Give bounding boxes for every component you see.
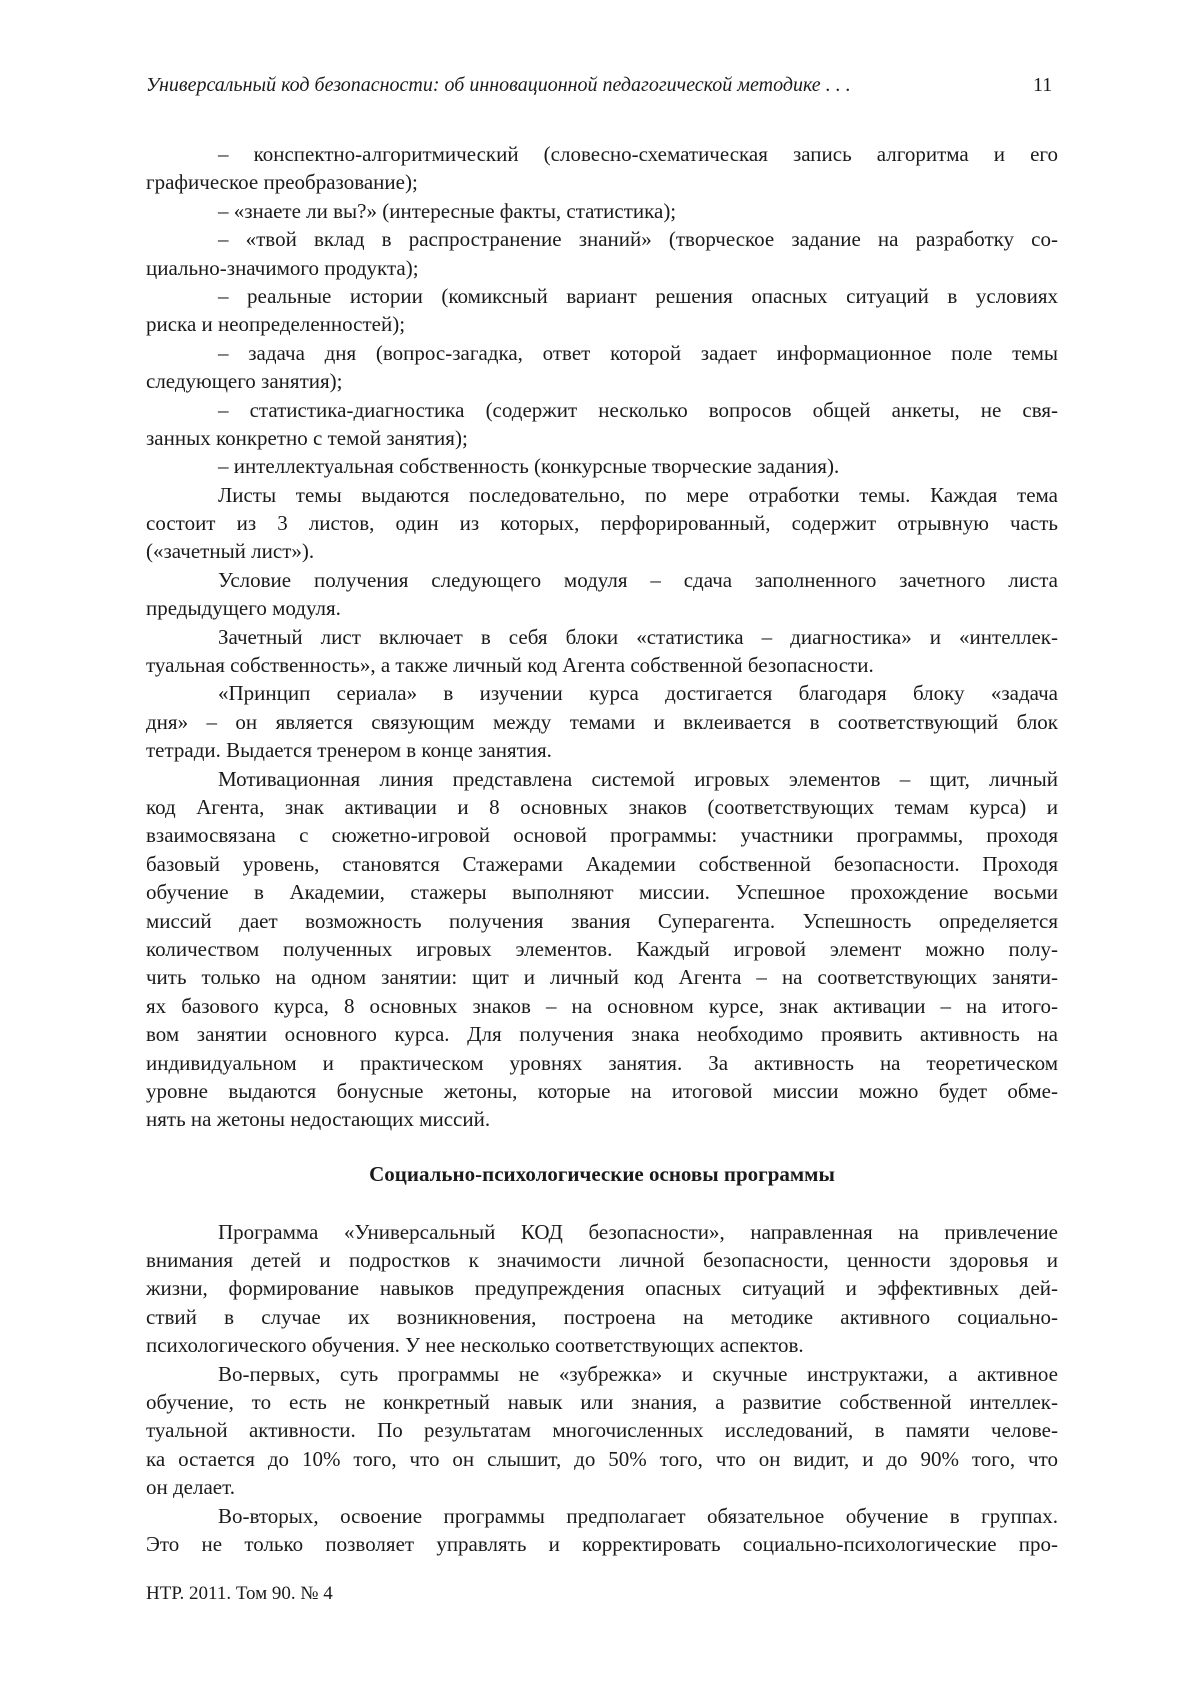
text-line: Во-вторых, освоение программы предполагает обязательное обучение в группах. [218,1503,1058,1528]
text-line: ствий в случае их возникновения, построена на методике активного социально- [146,1304,1058,1329]
text-line: – задача дня (вопрос-загадка, ответ которой задает информационное поле темы [218,340,1058,365]
text-line: – «твой вклад в распространение знаний» (творческое задание на разработку со- [218,227,1058,252]
text-line: следующего занятия); [146,369,343,394]
text-line: Это не только позволяет управлять и корректировать социально-психологические про- [146,1531,1058,1556]
text-line: нять на жетоны недостающих миссий. [146,1107,491,1132]
text-line: индивидуальном и практическом уровнях занятия. За активность на теоретическом [146,1050,1058,1075]
text-line: циально-значимого продукта); [146,255,419,280]
text-line: тетради. Выдается тренером в конце занятия. [146,738,552,763]
text-line: уровне выдаются бонусные жетоны, которые на итоговой миссии можно будет обме- [146,1078,1058,1103]
text-line: состоит из 3 листов, один из которых, перфорированный, содержит отрывную часть [146,511,1058,536]
text-line: занных конкретно с темой занятия); [146,425,468,450]
text-line: внимания детей и подростков к значимости личной безопасности, ценности здоровья и [146,1248,1058,1273]
text-line: количеством полученных игровых элементов. Каждый игровой элемент можно полу- [146,936,1058,961]
text-line: туальной активности. По результатам многочисленных исследований, в памяти челове- [146,1418,1058,1443]
text-line: ях базового курса, 8 основных знаков – на основном курсе, знак активации – на итого- [146,993,1058,1018]
text-line: психологического обучения. У нее несколько соответствующих аспектов. [146,1333,804,1358]
text-line: взаимосвязана с сюжетно-игровой основой программы: участники программы, проходя [146,823,1058,848]
text-line: вом занятии основного курса. Для получения знака необходимо проявить активность на [146,1022,1058,1047]
text-line: – статистика-диагностика (содержит несколько вопросов общей анкеты, не свя- [218,397,1058,422]
text-line: Во-первых, суть программы не «зубрежка» и скучные инструктажи, а активное [218,1361,1058,1386]
text-line: обучение, то есть не конкретный навык или знания, а развитие собственной интеллек- [146,1390,1058,1415]
text-block-2 [146,1218,1058,1559]
text-line: Программа «Универсальный КОД безопасности», направленная на привлечение [218,1219,1058,1244]
text-line: – «знаете ли вы?» (интересные факты, статистика); [218,198,677,223]
text-line: графическое преобразование); [146,170,418,195]
text-line: Условие получения следующего модуля – сдача заполненного зачетного листа [218,567,1058,592]
text-line: Зачетный лист включает в себя блоки «статистика – диагностика» и «интеллек- [218,624,1058,649]
text-line: «Принцип сериала» в изучении курса достигается благодаря блоку «задача [218,681,1058,706]
text-line: – реальные истории (комиксный вариант решения опасных ситуаций в условиях [218,283,1058,308]
text-line: туальная собственность», а также личный код Агента собственной безопасности. [146,653,874,678]
text-line: код Агента, знак активации и 8 основных знаков (соответствующих темам курса) и [146,794,1058,819]
text-line: предыдущего модуля. [146,596,341,621]
text-line: риска и неопределенностей); [146,312,406,337]
page-number: 11 [1033,74,1053,96]
text-line: базовый уровень, становятся Стажерами Академии собственной безопасности. Проходя [146,851,1058,876]
text-line: Мотивационная линия представлена системой игровых элементов – щит, личный [218,766,1058,791]
running-title: Универсальный код безопасности: об инновационной педагогической методике . . . [146,74,851,96]
text-line: чить только на одном занятии: щит и личный код Агента – на соответствующих заняти- [146,965,1058,990]
text-line: («зачетный лист»). [146,539,315,564]
text-line: ка остается до 10% того, что он слышит, до 50% того, что он видит, и до 90% того, что [146,1446,1058,1471]
text-line: миссий дает возможность получения звания Суперагента. Успешность определяется [146,908,1058,933]
section-heading: Социально-психологические основы программы [369,1161,835,1186]
text-line: обучение в Академии, стажеры выполняют миссии. Успешное прохождение восьми [146,880,1058,905]
body-text [146,140,1058,1558]
text-line: дня» – он является связующим между темами и вклеивается в соответствующий блок [146,709,1058,734]
text-block-1 [146,140,1058,1134]
text-line: Листы темы выдаются последовательно, по мере отработки темы. Каждая тема [218,482,1058,507]
text-line: жизни, формирование навыков предупреждения опасных ситуаций и эффективных дей- [146,1276,1058,1301]
journal-footer: НТР. 2011. Том 90. № 4 [146,1583,333,1604]
text-line: – интеллектуальная собственность (конкурсные творческие задания). [218,454,840,479]
text-line: – конспектно-алгоритмический (словесно-схематическая запись алгоритма и его [218,142,1058,166]
text-line: он делает. [146,1475,235,1500]
